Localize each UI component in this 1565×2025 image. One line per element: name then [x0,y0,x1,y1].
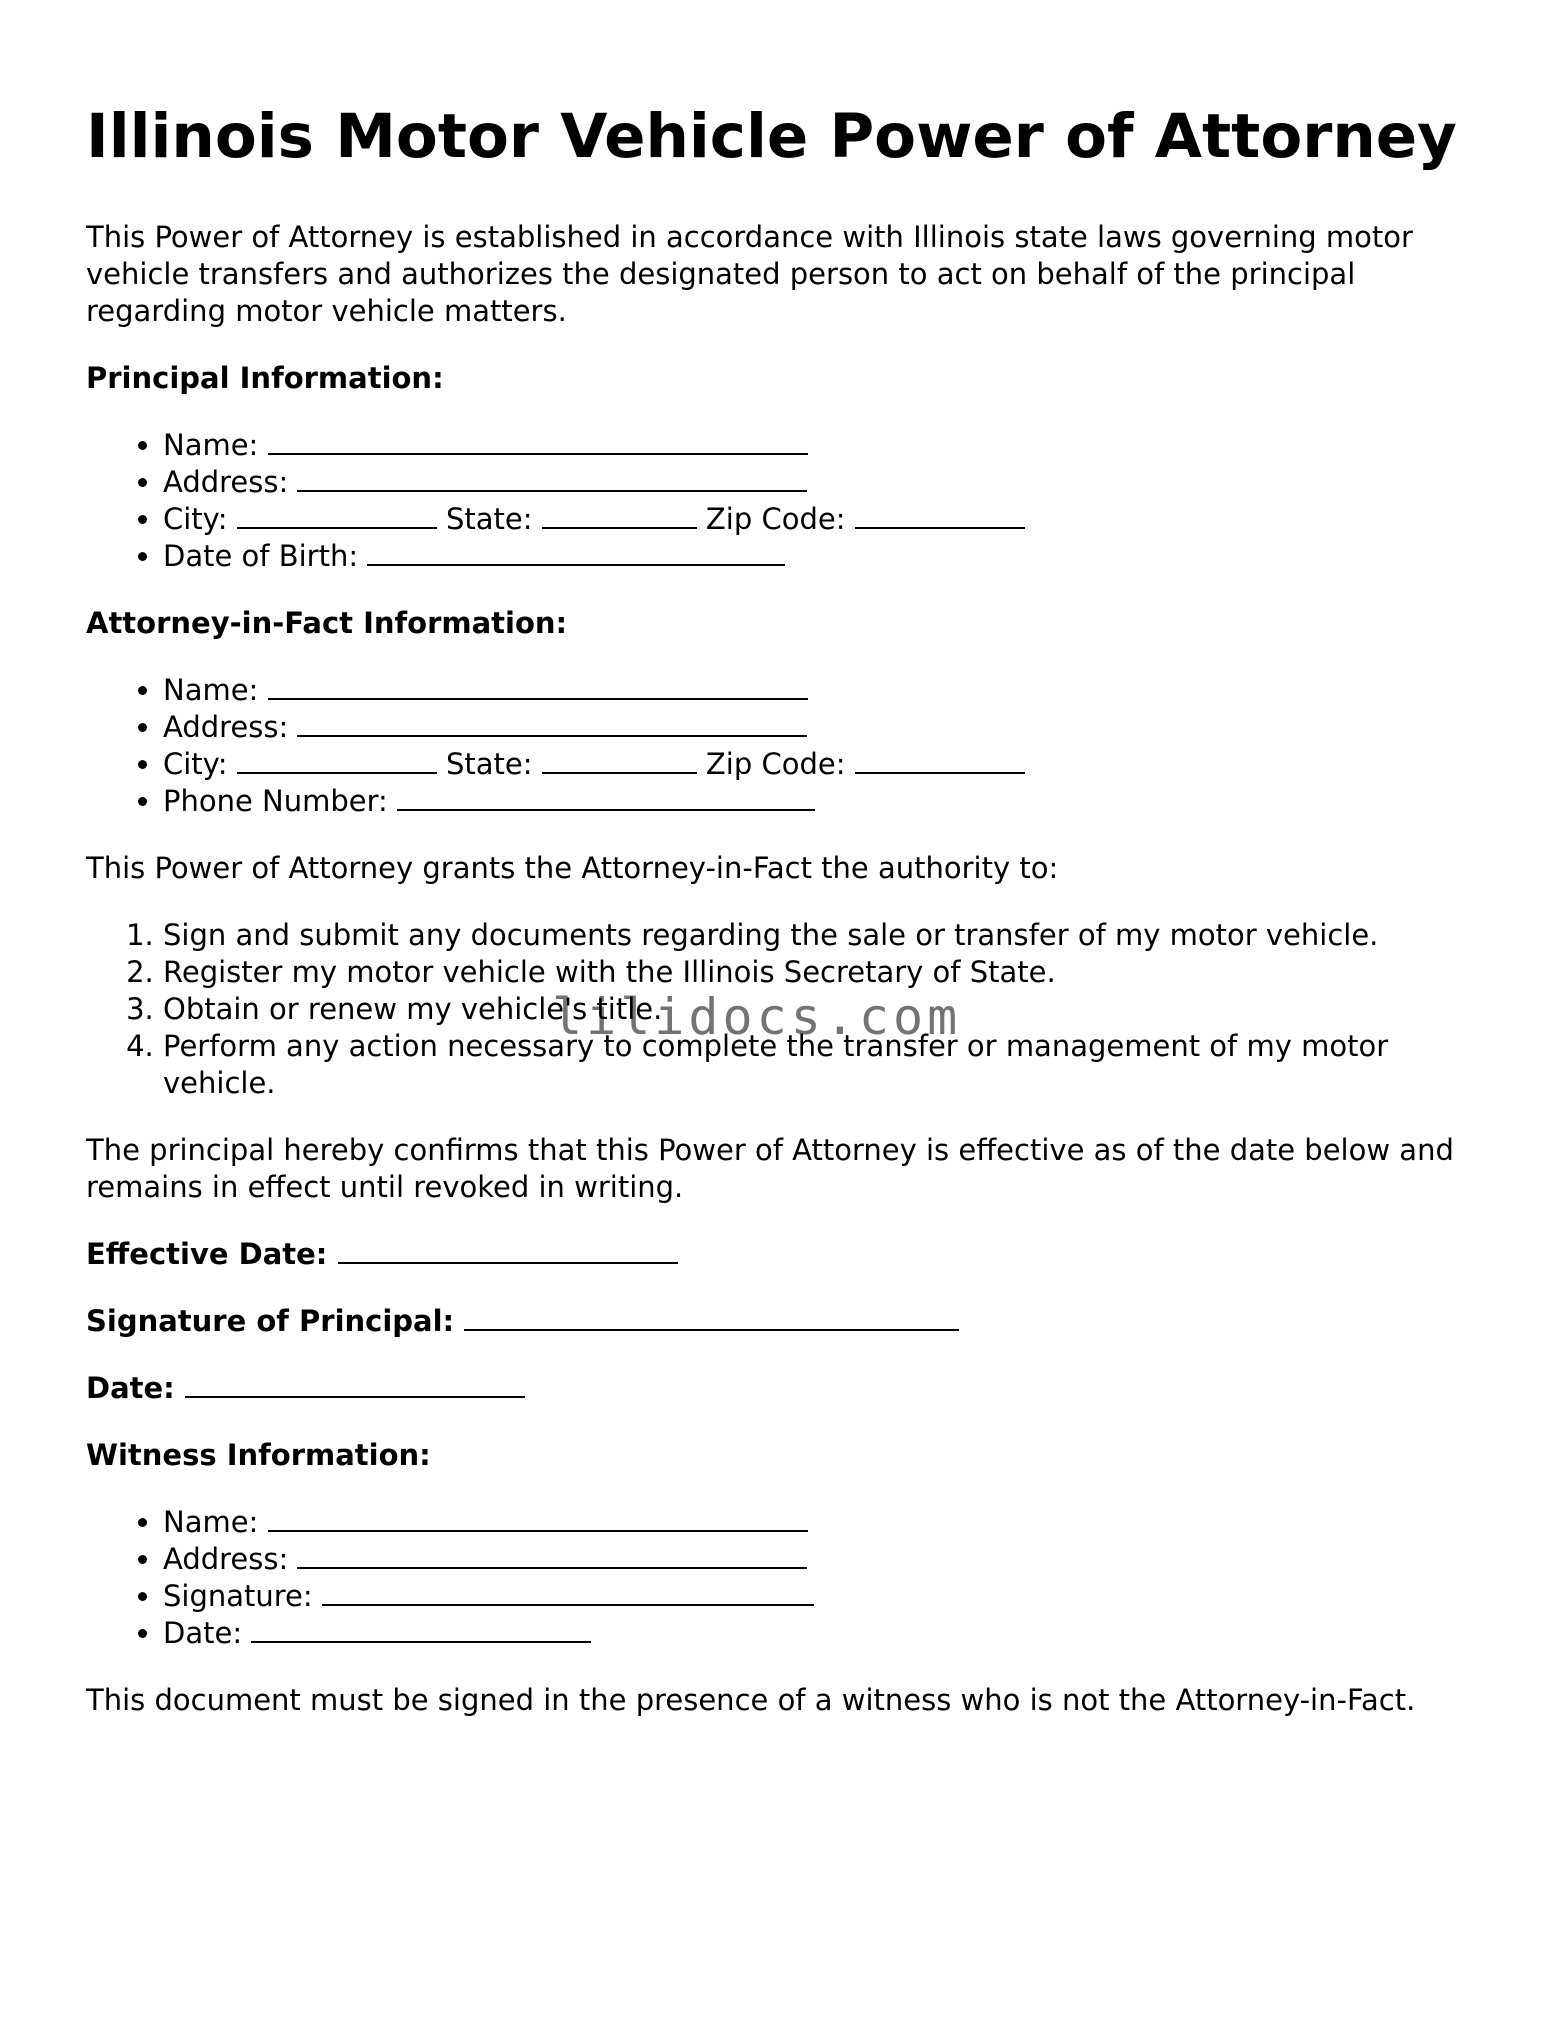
document-page [86,100,1486,1719]
effective-date-label: Effective Date: [86,1237,328,1272]
witness-signature-field[interactable] [322,1578,814,1606]
effective-date-field[interactable] [338,1236,678,1264]
principal-dob-row [163,538,1486,575]
watermark: lilidocs.com [552,988,962,1046]
date-field[interactable] [185,1370,525,1398]
footer-note: This document must be signed in the presence of a witness who is not the Attorney-in-Fact. [86,1683,1416,1718]
principal-name-field[interactable] [268,427,808,455]
attorney-phone-field[interactable] [397,783,815,811]
principal-name-row [163,427,1486,464]
attorney-phone-label: Phone Number: [163,784,388,819]
attorney-address-field[interactable] [297,709,807,737]
attorney-address-label: Address: [163,710,289,745]
witness-heading: Witness Information: [86,1438,431,1473]
attorney-city-row [163,746,1486,783]
witness-signature-row [163,1578,1486,1615]
witness-address-field[interactable] [297,1541,807,1569]
attorney-phone-row [163,783,1486,820]
confirmation-paragraph: The principal hereby confirms that this Power of Attorney is effective as of the date below and remains in effect until revoked in writing. [86,1133,1454,1205]
signature-row [86,1303,1486,1340]
attorney-zip-label: Zip Code: [705,747,846,782]
attorney-fields [86,672,1486,820]
attorney-address-row [163,709,1486,746]
witness-date-label: Date: [163,1616,243,1651]
attorney-name-row [163,672,1486,709]
principal-address-label: Address: [163,465,289,500]
principal-address-field[interactable] [297,464,807,492]
power-item: 2. Register my motor vehicle with the Illinois Secretary of State. [163,954,1486,991]
principal-city-label: City: [163,502,228,537]
witness-fields [86,1504,1486,1652]
witness-date-row [163,1615,1486,1652]
grants-paragraph: This Power of Attorney grants the Attorney-in-Fact the authority to: [86,851,1059,886]
principal-dob-label: Date of Birth: [163,539,359,574]
power-item: 3. Obtain or renew my vehicle's title. [163,991,1486,1028]
attorney-state-field[interactable] [542,746,697,774]
witness-name-row [163,1504,1486,1541]
principal-fields [86,427,1486,575]
principal-state-label: State: [445,502,533,537]
principal-dob-field[interactable] [367,538,785,566]
witness-name-label: Name: [163,1505,259,1540]
principal-name-label: Name: [163,428,259,463]
date-label: Date: [86,1371,175,1406]
witness-address-row [163,1541,1486,1578]
principal-heading: Principal Information: [86,361,444,396]
principal-state-field[interactable] [542,501,697,529]
attorney-city-label: City: [163,747,228,782]
attorney-zip-field[interactable] [855,746,1025,774]
witness-address-label: Address: [163,1542,289,1577]
effective-date-row [86,1236,1486,1273]
power-item: 1. Sign and submit any documents regarding the sale or transfer of my motor vehicle. [163,917,1486,954]
principal-address-row [163,464,1486,501]
powers-list [86,917,1486,1102]
principal-zip-label: Zip Code: [705,502,846,537]
signature-label: Signature of Principal: [86,1304,455,1339]
witness-name-field[interactable] [268,1504,808,1532]
attorney-name-label: Name: [163,673,259,708]
document-title: Illinois Motor Vehicle Power of Attorney [86,101,1457,172]
witness-date-field[interactable] [251,1615,591,1643]
principal-city-row [163,501,1486,538]
principal-city-field[interactable] [237,501,437,529]
date-row [86,1370,1486,1407]
intro-paragraph: This Power of Attorney is established in accordance with Illinois state laws governing motor vehicle transfers and authorizes the designated person to act on behalf of the principal regarding motor vehicle matters. [86,220,1413,329]
power-item: 4. Perform any action necessary to complete the transfer or management of my motor vehicle. [163,1028,1486,1102]
principal-zip-field[interactable] [855,501,1025,529]
attorney-heading: Attorney-in-Fact Information: [86,606,568,641]
principal-signature-field[interactable] [464,1303,959,1331]
witness-signature-label: Signature: [163,1579,313,1614]
attorney-name-field[interactable] [268,672,808,700]
attorney-city-field[interactable] [237,746,437,774]
attorney-state-label: State: [445,747,533,782]
